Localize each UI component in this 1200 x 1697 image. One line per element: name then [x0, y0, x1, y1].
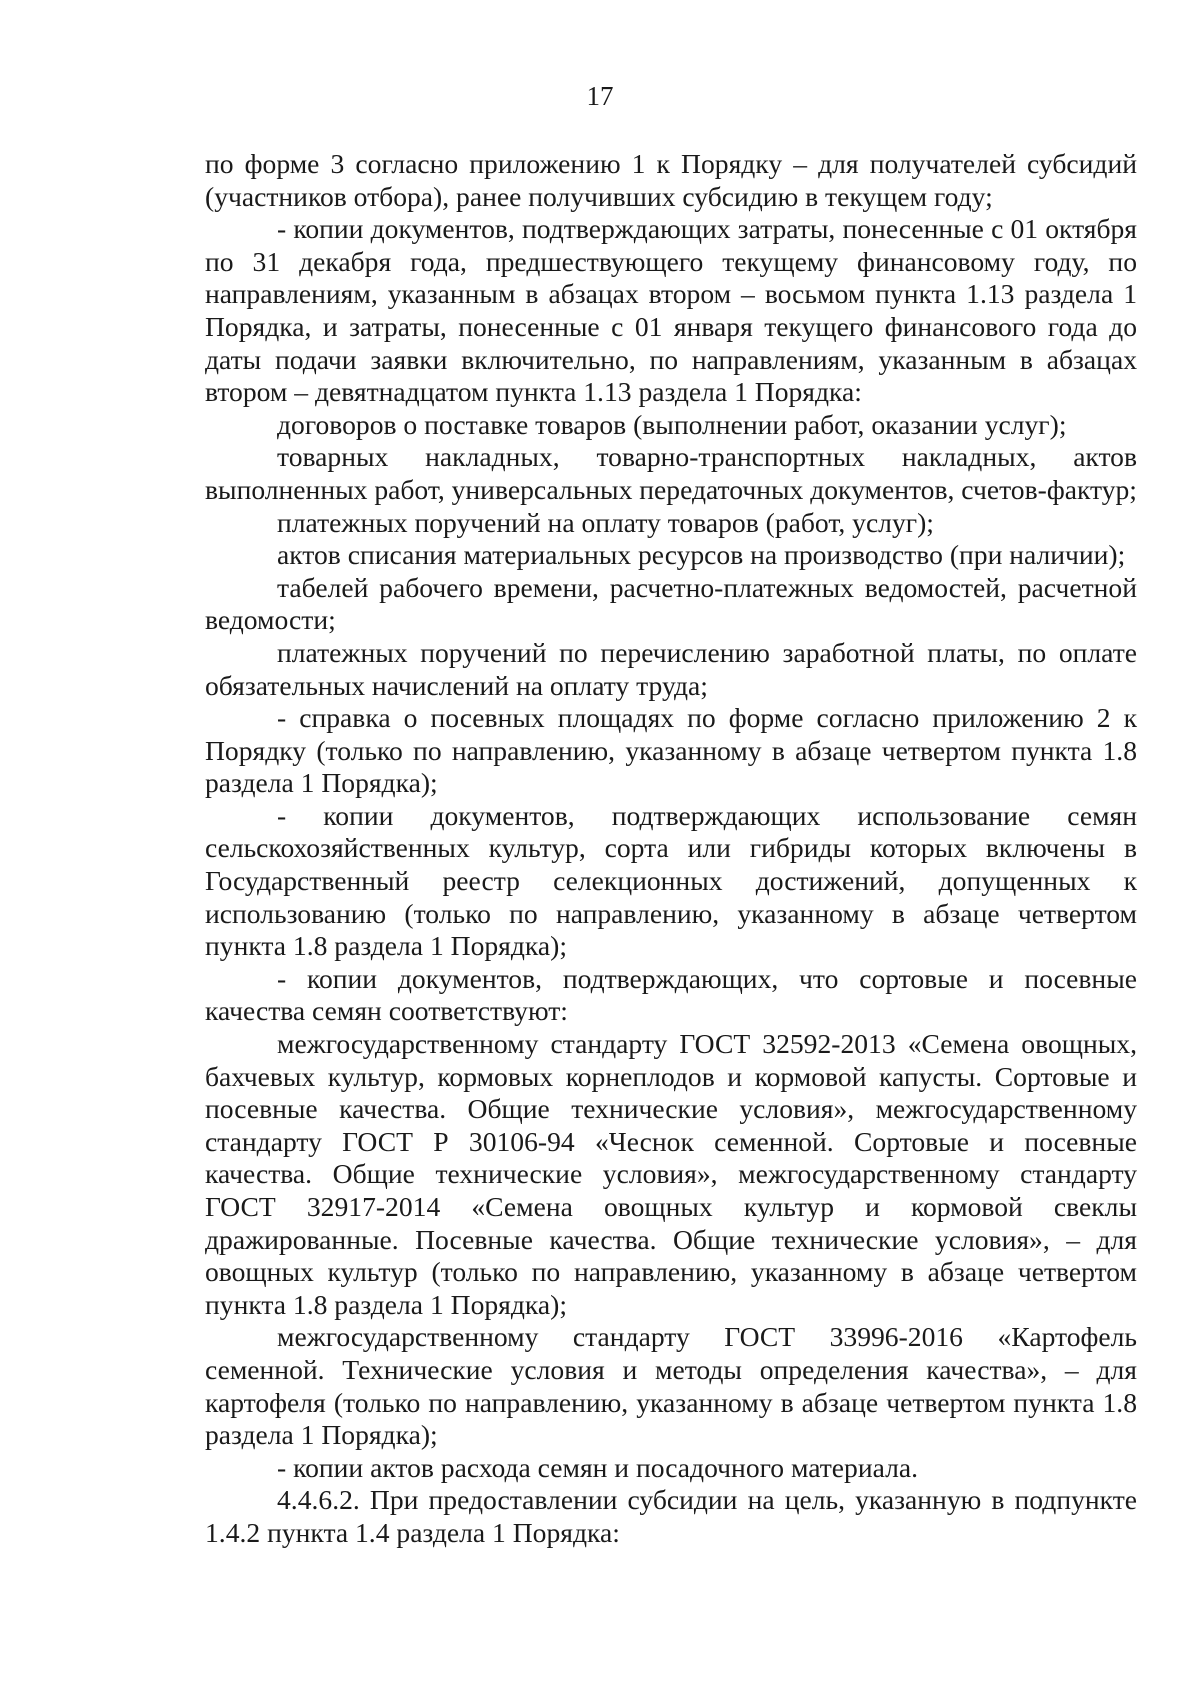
paragraph: - справка о посевных площадях по форме согласно приложению 2 к Порядку (только по направлению, указанному в абзаце четвертом пункта 1.8 раздела 1 Порядка);	[205, 702, 1137, 799]
paragraph: межгосударственному стандарту ГОСТ 33996-2016 «Картофель семенной. Технические условия и методы определения качества», – для картофеля (только по направлению, указанному в абзаце четвертом пункта 1.8 раздела 1 Порядка);	[205, 1321, 1137, 1451]
paragraph: платежных поручений по перечислению заработной платы, по оплате обязательных начислений на оплату труда;	[205, 636, 1137, 701]
paragraph: - копии документов, подтверждающих использование семян сельскохозяйственных культур, сорта или гибриды которых включены в Государственный реестр селекционных достижений, допущенных к использованию (только по направлению, указанному в абзаце четвертом пункта 1.8 раздела 1 Порядка);	[205, 799, 1137, 962]
paragraph: договоров о поставке товаров (выполнении работ, оказании услуг);	[277, 408, 1067, 440]
paragraph: табелей рабочего времени, расчетно-платежных ведомостей, расчетной ведомости;	[205, 571, 1137, 636]
paragraph: 4.4.6.2. При предоставлении субсидии на цель, указанную в подпункте 1.4.2 пункта 1.4 раздела 1 Порядка:	[205, 1484, 1137, 1548]
paragraph: по форме 3 согласно приложению 1 к Порядку – для получателей субсидий (участников отбора), ранее получивших субсидию в текущем году;	[205, 148, 1137, 212]
paragraph: межгосударственному стандарту ГОСТ 32592-2013 «Семена овощных, бахчевых культур, кормовых корнеплодов и кормовой капусты. Сортовые и посевные качества. Общие технические условия», межгосударственному стандарту ГОСТ Р 30106-94 «Чеснок семенной. Сортовые и посевные качества. Общие технические условия», межгосударственному стандарту ГОСТ 32917-2014 «Семена овощных культур и кормовой свеклы дражированные. Посевные качества. Общие технические условия», – для овощных культур (только по направлению, указанному в абзаце четвертом пункта 1.8 раздела 1 Порядка);	[205, 1028, 1137, 1320]
document-body	[205, 148, 1137, 1550]
paragraph: платежных поручений на оплату товаров (работ, услуг);	[277, 506, 934, 538]
paragraph: - копии актов расхода семян и посадочного материала.	[277, 1451, 919, 1483]
page-number: 17	[586, 81, 614, 111]
paragraph: актов списания материальных ресурсов на производство (при наличии);	[277, 539, 1126, 571]
paragraph: товарных накладных, товарно-транспортных накладных, актов выполненных работ, универсальных передаточных документов, счетов-фактур;	[205, 441, 1137, 505]
paragraph: - копии документов, подтверждающих затраты, понесенные с 01 октября по 31 декабря года, предшествующего текущему финансовому году, по направлениям, указанным в абзацах втором – восьмом пункта 1.13 раздела 1 Порядка, и затраты, понесенные с 01 января текущего финансового года до даты подачи заявки включительно, по направлениям, указанным в абзацах втором – девятнадцатом пункта 1.13 раздела 1 Порядка:	[205, 213, 1137, 408]
paragraph: - копии документов, подтверждающих, что сортовые и посевные качества семян соответствуют:	[205, 962, 1137, 1027]
